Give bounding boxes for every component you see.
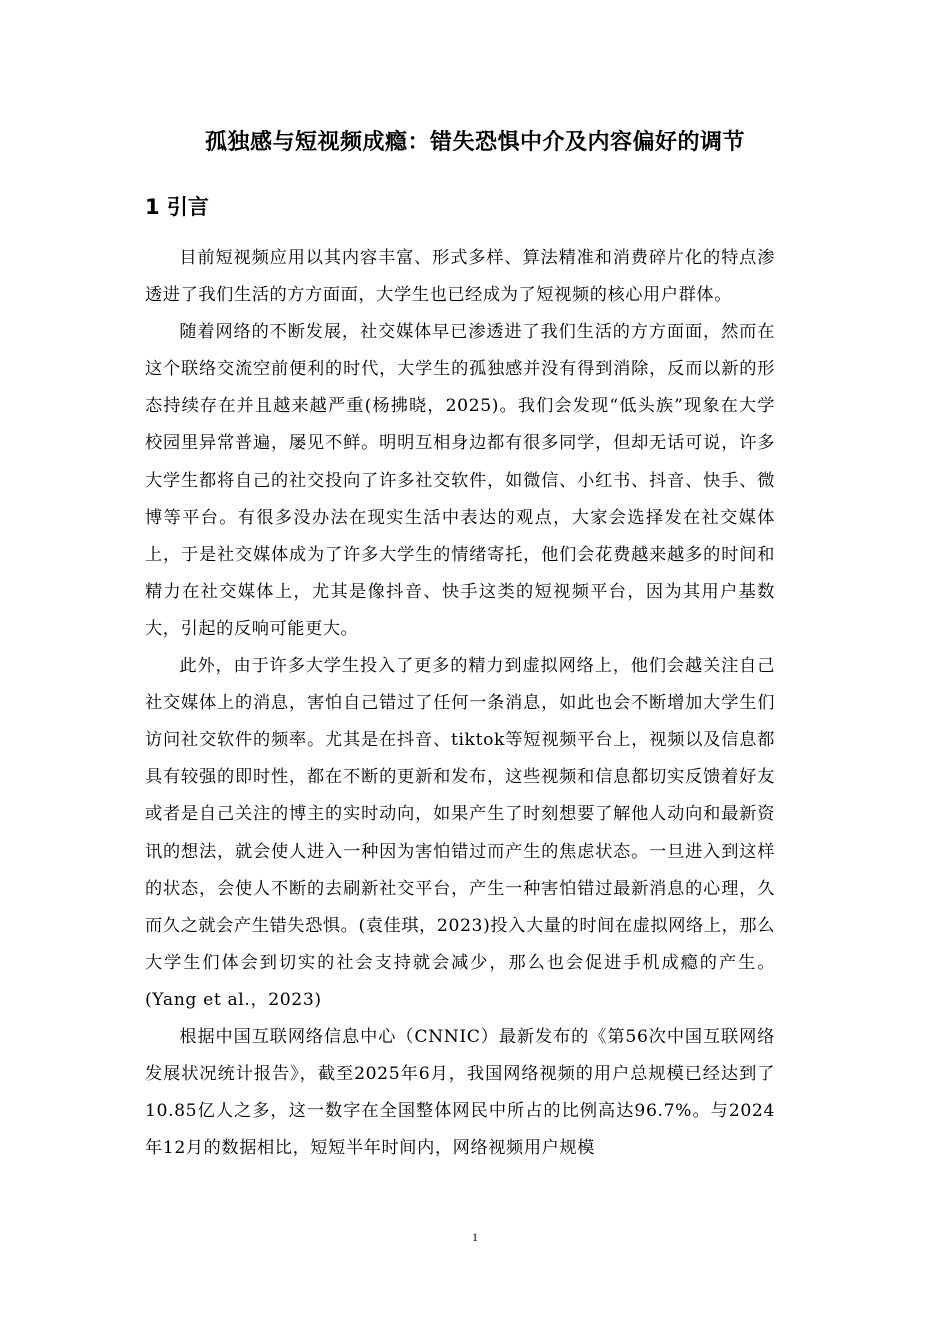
paragraph-1: 目前短视频应用以其内容丰富、形式多样、算法精准和消费碎片化的特点渗透进了我们生活的方方面面，大学生也已经成为了短视频的核心用户群体。 [145,248,775,306]
paper-title: 孤独感与短视频成瘾：错失恐惧中介及内容偏好的调节 [204,130,745,155]
paragraph-3: 此外，由于许多大学生投入了更多的精力到虚拟网络上，他们会越关注自己社交媒体上的消息，害怕自己错过了任何一条消息，如此也会不断增加大学生们访问社交软件的频率。尤其是在抖音、tiktok等短视频平台上，视频以及信息都具有较强的即时性，都在不断的更新和发布，这些视频和信息都切实反馈着好友或者是自己关注的博主的实时动向，如果产生了时刻想要了解他人动向和最新资讯的想法，就会使人进入一种因为害怕错过而产生的焦虑状态。一旦进入到这样的状态，会使人不断的去刷新社交平台，产生一种害怕错过最新消息的心理，久而久之就会产生错失恐惧。(袁佳琪，2023)投入大量的时间在虚拟网络上，那么大学生们体会到切实的社会支持就会减少，那么也会促进手机成瘾的产生。(Yang et al.，2023) [145,656,775,1010]
page-number: 1 [472,1230,478,1244]
paragraph-4: 根据中国互联网络信息中心（CNNIC）最新发布的《第56次中国互联网络发展状况统计报告》，截至2025年6月，我国网络视频的用户总规模已经达到了10.85亿人之多，这一数字在全国整体网民中所占的比例高达96.7%。与2024年12月的数据相比，短短半年时间内，网络视频用户规模 [145,1026,775,1159]
section-heading: 1 引言 [145,195,209,219]
body-text [145,240,775,1167]
paragraph-2: 随着网络的不断发展，社交媒体早已渗透进了我们生活的方方面面，然而在这个联络交流空前便利的时代，大学生的孤独感并没有得到消除，反而以新的形态持续存在并且越来越严重(杨拂晓，2025)。我们会发现“低头族”现象在大学校园里异常普遍，屡见不鲜。明明互相身边都有很多同学，但却无话可说，许多大学生都将自己的社交投向了许多社交软件，如微信、小红书、抖音、快手、微博等平台。有很多没办法在现实生活中表达的观点，大家会选择发在社交媒体上，于是社交媒体成为了许多大学生的情绪寄托，他们会花费越来越多的时间和精力在社交媒体上，尤其是像抖音、快手这类的短视频平台，因为其用户基数大，引起的反响可能更大。 [145,322,775,639]
